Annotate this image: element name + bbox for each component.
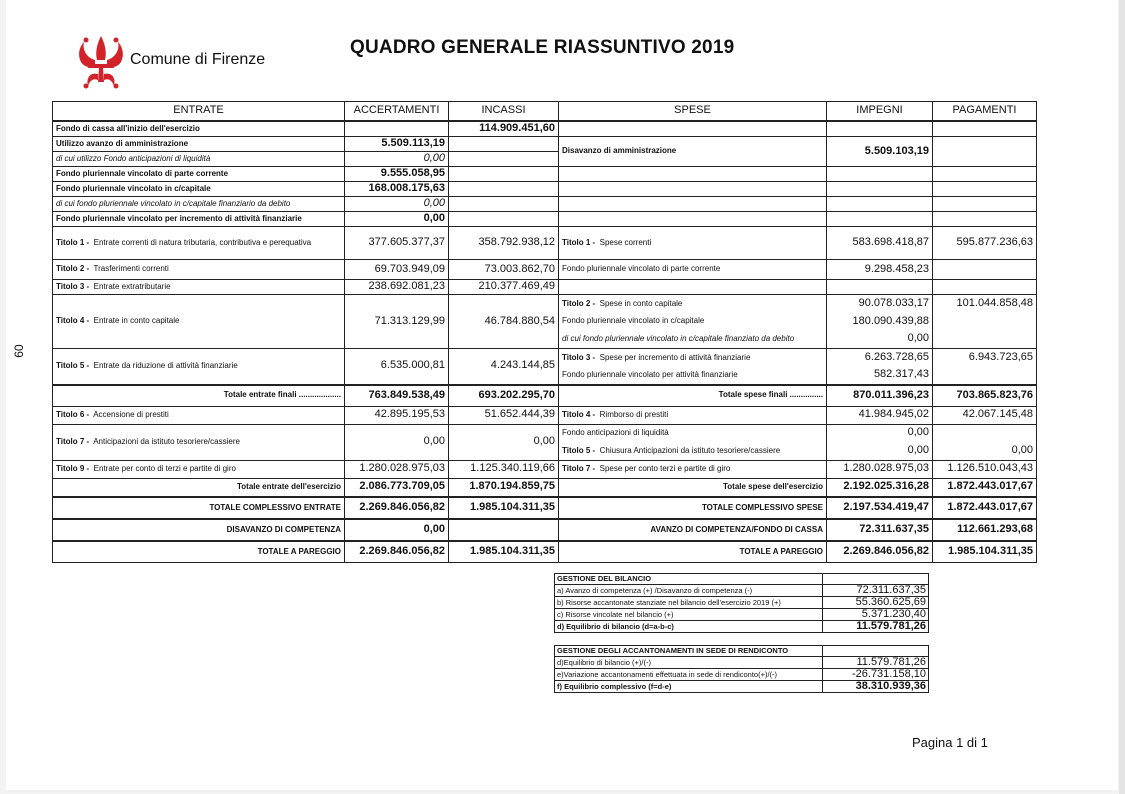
cell-value: 112.661.293,68 [933,519,1037,541]
cell-value: 210.377.469,49 [449,280,559,295]
row-label: e)Variazione accantonamenti effettuata in sede di rendiconto(+)/(-) [555,669,823,681]
cell-value: 180.090.439,88 [827,313,933,331]
cell-value: 71.313.129,99 [345,295,449,349]
row-label: Fondo pluriennale vincolato in c/capitale [559,313,827,331]
col-pagamenti: PAGAMENTI [933,102,1037,122]
cell-value: 9.298.458,23 [827,260,933,280]
row-label: b) Risorse accantonate stanziate nel bilancio dell'esercizio 2019 (+) [555,597,823,609]
cell-value: 72.311.637,35 [823,585,929,597]
row-label: DISAVANZO DI COMPETENZA [53,519,345,541]
table-row [53,385,1037,407]
cell-value: 1.872.443.017,67 [933,497,1037,519]
row-label: Titolo 1 - Entrate correnti di natura tributaria, contributiva e perequativa [53,227,345,260]
row-label: TOTALE A PAREGGIO [559,541,827,563]
org-name: Comune di Firenze [130,51,266,68]
cell-value: 9.555.058,95 [345,167,449,182]
row-label: Fondo pluriennale vincolato in c/capitale [53,182,345,197]
table-row [53,260,1037,280]
cell-value: 4.243.144,85 [449,349,559,385]
col-entrate: ENTRATE [53,102,345,122]
cell-value: 377.605.377,37 [345,227,449,260]
row-label: Titolo 7 - Anticipazioni da istituto tesoriere/cassiere [53,424,345,460]
cell-value: 2.197.534.419,47 [827,497,933,519]
table-row [53,167,1037,182]
section-title: GESTIONE DEL BILANCIO [555,574,823,585]
cell-value: 2.269.846.056,82 [345,541,449,563]
col-impegni: IMPEGNI [827,102,933,122]
table-row [53,295,1037,313]
table-row [53,227,1037,260]
gestione-accantonamenti-table [554,645,929,693]
row-label: Titolo 4 - Rimborso di prestiti [559,406,827,424]
cell-value: 11.579.781,26 [823,657,929,669]
col-spese: SPESE [559,102,827,122]
page-edge [1119,0,1125,794]
cell-value: 6.535.000,81 [345,349,449,385]
row-label: Titolo 9 - Entrate per conto di terzi e partite di giro [53,460,345,478]
row-label: di cui fondo pluriennale vincolato in c/capitale finanziario da debito [53,197,345,212]
row-label: d) Equilibrio di bilancio (d=a-b-c) [555,621,823,633]
table-row [53,478,1037,497]
cell-value: 1.985.104.311,35 [449,497,559,519]
row-label: AVANZO DI COMPETENZA/FONDO DI CASSA [559,519,827,541]
cell-value: 693.202.295,70 [449,385,559,407]
document-page [6,0,1118,790]
cell-value: 46.784.880,54 [449,295,559,349]
florence-lily-logo [76,34,126,95]
cell-value: 73.003.862,70 [449,260,559,280]
cell-value: 11.579.781,26 [823,621,929,633]
cell-value: 69.703.949,09 [345,260,449,280]
cell-value: 38.310.939,36 [823,681,929,693]
table-row [555,574,929,585]
table-row [555,669,929,681]
row-label: Titolo 3 - Spese per incremento di attività finanziarie [559,349,827,367]
row-label: d)Equilibrio di bilancio (+)/(-) [555,657,823,669]
row-label: Fondo pluriennale vincolato per incremento di attività finanziarie [53,212,345,227]
cell-value: 72.311.637,35 [827,519,933,541]
cell-value: 41.984.945,02 [827,406,933,424]
cell-value: 5.509.113,19 [345,137,449,152]
row-label: TOTALE COMPLESSIVO ENTRATE [53,497,345,519]
document-title: QUADRO GENERALE RIASSUNTIVO 2019 [350,37,735,58]
row-label: TOTALE COMPLESSIVO SPESE [559,497,827,519]
row-label: Fondo pluriennale vincolato per attività finanziarie [559,367,827,385]
cell-value: 595.877.236,63 [933,227,1037,260]
table-row [53,197,1037,212]
cell-value: -26.731.158,10 [823,669,929,681]
cell-value: 5.509.103,19 [827,137,933,167]
table-row [555,646,929,657]
cell-value: 0,00 [345,519,449,541]
cell-value: 1.280.028.975,03 [827,460,933,478]
table-row [555,621,929,633]
gestione-bilancio-table [554,573,929,633]
cell-value: 2.269.846.056,82 [827,541,933,563]
row-label: c) Risorse vincolate nel bilancio (+) [555,609,823,621]
cell-value: 114.909.451,60 [449,121,559,137]
cell-value: 0,00 [933,442,1037,460]
cell-value: 0,00 [449,424,559,460]
row-label: Titolo 2 - Spese in conto capitale [559,295,827,313]
row-label: Fondo di cassa all'inizio dell'esercizio [53,121,345,137]
cell-value: 51.652.444,39 [449,406,559,424]
summary-table [52,101,1037,563]
table-row [555,657,929,669]
row-label: Fondo pluriennale vincolato di parte corrente [559,260,827,280]
col-incassi: INCASSI [449,102,559,122]
cell-value: 168.008.175,63 [345,182,449,197]
row-label: Titolo 6 - Accensione di prestiti [53,406,345,424]
cell-value: 870.011.396,23 [827,385,933,407]
cell-value: 703.865.823,76 [933,385,1037,407]
table-row [53,182,1037,197]
cell-value: 0,00 [827,424,933,442]
cell-value: 55.360.625,69 [823,597,929,609]
col-accertamenti: ACCERTAMENTI [345,102,449,122]
cell-value: 1.985.104.311,35 [449,541,559,563]
table-row [53,460,1037,478]
cell-value: 582.317,43 [827,367,933,385]
cell-value: 0,00 [345,212,449,227]
row-label: Totale spese dell'esercizio [559,478,827,497]
table-row [53,137,1037,152]
cell-value: 1.872.443.017,67 [933,478,1037,497]
table-row [53,280,1037,295]
cell-value: 2.269.846.056,82 [345,497,449,519]
cell-value: 42.067.145,48 [933,406,1037,424]
row-label: Fondo anticipazioni di liquidità [559,424,827,442]
cell-value: 2.192.025.316,28 [827,478,933,497]
cell-value: 0,00 [827,442,933,460]
row-label: Titolo 5 - Entrate da riduzione di attività finanziarie [53,349,345,385]
row-label: a) Avanzo di competenza (+) /Disavanzo di competenza (-) [555,585,823,597]
table-row [53,519,1037,541]
row-label: Titolo 4 - Entrate in conto capitale [53,295,345,349]
row-label: Titolo 5 - Chiusura Anticipazioni da istituto tesoriere/cassiere [559,442,827,460]
cell-value: 2.086.773.709,05 [345,478,449,497]
cell-value: 1.125.340.119,66 [449,460,559,478]
page-footer: Pagina 1 di 1 [912,735,988,750]
table-row [555,681,929,693]
side-page-number: 09 [11,344,26,358]
table-row [53,212,1037,227]
table-row [53,497,1037,519]
cell-value: 1.985.104.311,35 [933,541,1037,563]
section-title: GESTIONE DEGLI ACCANTONAMENTI IN SEDE DI RENDICONTO [555,646,823,657]
row-label: Totale entrate finali ................... [53,385,345,407]
cell-value: 1.280.028.975,03 [345,460,449,478]
header-row [53,102,1037,122]
cell-value: 0,00 [345,152,449,167]
row-label: Totale entrate dell'esercizio [53,478,345,497]
cell-value: 90.078.033,17 [827,295,933,313]
table-row [53,424,1037,442]
row-label: Fondo pluriennale vincolato di parte corrente [53,167,345,182]
cell-value: 5.371.230,40 [823,609,929,621]
table-row [53,406,1037,424]
cell-value: 0,00 [827,331,933,349]
table-row [555,585,929,597]
row-label: Disavanzo di amministrazione [559,137,827,167]
cell-value: 238.692.081,23 [345,280,449,295]
row-label: di cui fondo pluriennale vincolato in c/capitale finanziato da debito [559,331,827,349]
table-row [53,349,1037,367]
cell-value: 358.792.938,12 [449,227,559,260]
cell-value: 0,00 [345,424,449,460]
row-label: f) Equilibrio complessivo (f=d-e) [555,681,823,693]
row-label: Titolo 1 - Spese correnti [559,227,827,260]
cell-value: 1.870.194.859,75 [449,478,559,497]
cell-value: 6.263.728,65 [827,349,933,367]
cell-value: 583.698.418,87 [827,227,933,260]
table-row [53,121,1037,137]
row-label: Titolo 7 - Spese per conto terzi e partite di giro [559,460,827,478]
cell-value: 0,00 [345,197,449,212]
row-label: Titolo 2 - Trasferimenti correnti [53,260,345,280]
row-label: Utilizzo avanzo di amministrazione [53,137,345,152]
row-label: TOTALE A PAREGGIO [53,541,345,563]
cell-value: 101.044.858,48 [933,295,1037,313]
row-label: Titolo 3 - Entrate extratributarie [53,280,345,295]
cell-value: 1.126.510.043,43 [933,460,1037,478]
table-row [555,597,929,609]
cell-value: 6.943.723,65 [933,349,1037,367]
row-label: di cui utilizzo Fondo anticipazioni di liquidità [53,152,345,167]
table-row [555,609,929,621]
row-label: Totale spese finali ............... [559,385,827,407]
table-row [53,541,1037,563]
cell-value: 763.849.538,49 [345,385,449,407]
cell-value: 42.895.195,53 [345,406,449,424]
